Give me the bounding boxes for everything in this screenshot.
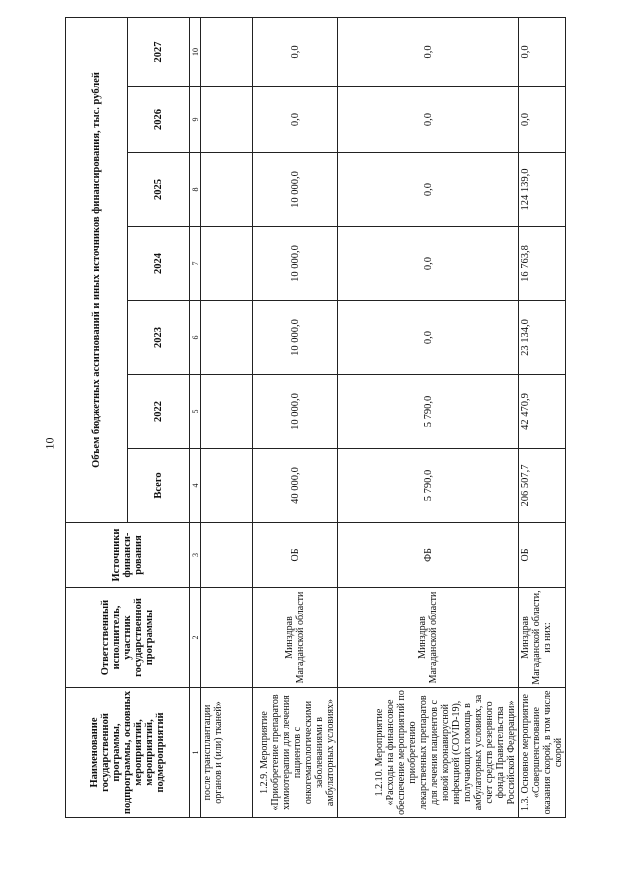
row-name: 1.2.10. Мероприятие «Расходы на финансовое обеспечение мероприятий по приобретению лекарственных препаратов для лечения пациентов с новой коронавирусной инфекцией (COVID-19), получающих помощь в амбулаторных условиях, за счет средств резервного фонда Правительства Российской Федерации» (338, 688, 519, 818)
row-value: 0,0 (253, 87, 338, 153)
row-value: 10 000,0 (253, 375, 338, 449)
row-value: 0,0 (338, 227, 519, 301)
column-number: 7 (190, 227, 201, 301)
row-value: 0,0 (338, 301, 519, 375)
table-row (519, 17, 566, 817)
column-number: 3 (190, 523, 201, 588)
row-source: ОБ (253, 523, 338, 588)
row-source: ОБ (519, 523, 566, 588)
row-value: 40 000,0 (253, 449, 338, 523)
column-number: 9 (190, 87, 201, 153)
row-value: 16 763,8 (519, 227, 566, 301)
row-value: 0,0 (338, 87, 519, 153)
table-row (201, 17, 253, 817)
row-executor: Минздрав Магаданской области (338, 588, 519, 688)
row-name: после трансплантации органов и (или) тканей» (201, 688, 253, 818)
column-number: 4 (190, 449, 201, 523)
column-number: 5 (190, 375, 201, 449)
header-volume-group: Объем бюджетных ассигнований и иных источников финансирования, тыс. рублей (66, 17, 128, 522)
row-value (201, 227, 253, 301)
financing-table (65, 17, 566, 818)
header-year: 2027 (128, 17, 190, 86)
header-year: 2024 (128, 227, 190, 301)
row-value: 10 000,0 (253, 227, 338, 301)
row-value (201, 449, 253, 523)
row-value: 0,0 (338, 17, 519, 86)
header-year: 2025 (128, 153, 190, 227)
row-value (201, 153, 253, 227)
header-year: 2026 (128, 87, 190, 153)
row-value: 5 790,0 (338, 449, 519, 523)
table-row (338, 17, 519, 817)
row-value: 0,0 (519, 17, 566, 86)
row-executor: Минздрав Магаданской области, из них: (519, 588, 566, 688)
row-name: 1.3. Основное мероприятие «Совершенствование оказания скорой, в том числе скорой (519, 688, 566, 818)
table-row (253, 17, 338, 817)
header-name: Наименование государственной программы, подпрограммы, основных мероприятий, мероприятий, подмероприятий (66, 688, 190, 818)
row-value: 42 470,9 (519, 375, 566, 449)
column-number: 10 (190, 17, 201, 86)
header-year: 2022 (128, 375, 190, 449)
header-source: Источники финанси-рования (66, 523, 190, 588)
row-executor: Минздрав Магаданской области (253, 588, 338, 688)
header-executor: Ответственный исполнитель, участник государственной программы (66, 588, 190, 688)
row-value: 10 000,0 (253, 301, 338, 375)
row-value: 0,0 (519, 87, 566, 153)
row-value: 10 000,0 (253, 153, 338, 227)
row-value: 0,0 (338, 153, 519, 227)
row-source: ФБ (338, 523, 519, 588)
row-value: 124 139,0 (519, 153, 566, 227)
row-name: 1.2.9. Мероприятие «Приобретение препаратов химиотерапии для лечения пациентов с онкогематологическими заболеваниями в амбулаторных условиях» (253, 688, 338, 818)
header-year: Всего (128, 449, 190, 523)
row-value (201, 301, 253, 375)
column-number: 6 (190, 301, 201, 375)
column-number: 2 (190, 588, 201, 688)
row-executor (201, 588, 253, 688)
row-value (201, 17, 253, 86)
row-source (201, 523, 253, 588)
page-number: 10 (42, 437, 57, 450)
row-value: 0,0 (253, 17, 338, 86)
row-value: 5 790,0 (338, 375, 519, 449)
column-number: 8 (190, 153, 201, 227)
rotated-table-page (65, 18, 570, 818)
row-value (201, 87, 253, 153)
row-value: 23 134,0 (519, 301, 566, 375)
row-value (201, 375, 253, 449)
row-value: 206 507,7 (519, 449, 566, 523)
column-number: 1 (190, 688, 201, 818)
header-year: 2023 (128, 301, 190, 375)
